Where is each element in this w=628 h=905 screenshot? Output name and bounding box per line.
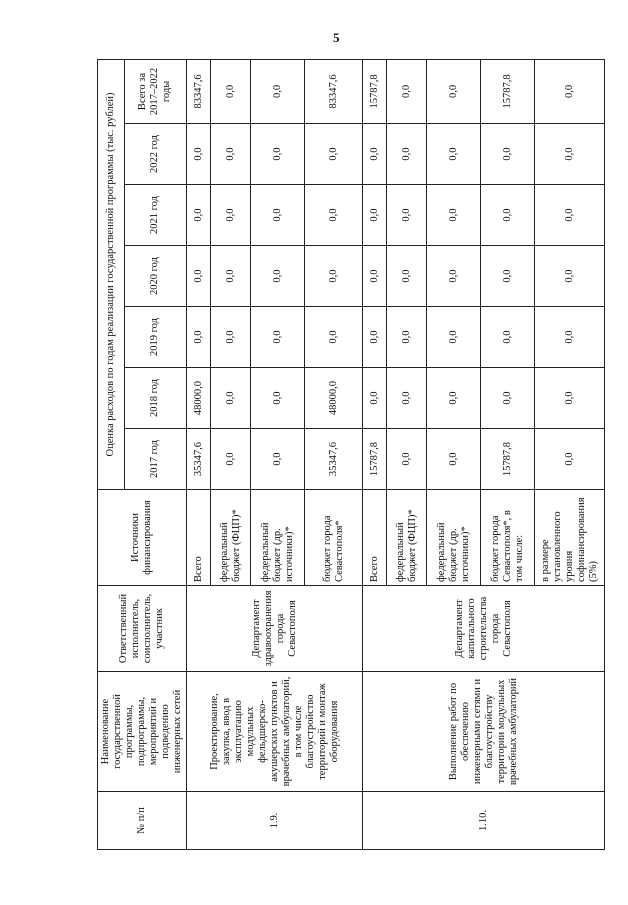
activity-name: Проектирование, закупка, ввод в эксплуатацию модульных фельдшерско-акушерских пунктов и врачебных амбулаторий, в том числе благоустройство территорий и монтаж оборудования [187,672,363,792]
funding-source: бюджет города Севастополя* [305,490,363,586]
total-value: 0,0 [535,59,605,123]
header-year: 2020 год [124,246,186,307]
year-value: 0,0 [187,185,211,246]
year-value: 0,0 [387,368,427,429]
year-value: 0,0 [535,185,605,246]
total-value: 0,0 [211,59,251,123]
year-value: 0,0 [387,246,427,307]
year-value: 0,0 [481,307,535,368]
row-number: 1.9. [187,792,363,850]
executor: Департамент здравоохранения города Севастополя [187,586,363,672]
budget-table [97,59,605,850]
year-value: 35347,6 [305,429,363,490]
year-value: 0,0 [535,429,605,490]
year-value: 0,0 [481,368,535,429]
total-value: 0,0 [251,59,305,123]
year-value: 0,0 [535,246,605,307]
header-year: 2018 год [124,368,186,429]
total-value: 83347,6 [305,59,363,123]
year-value: 0,0 [387,185,427,246]
year-value: 48000,0 [187,368,211,429]
year-value: 0,0 [211,124,251,185]
funding-source: федеральный бюджет (ФЦП)* [211,490,251,586]
year-value: 0,0 [251,429,305,490]
year-value: 0,0 [387,429,427,490]
header-year: 2021 год [124,185,186,246]
total-value: 0,0 [427,59,481,123]
year-value: 0,0 [363,185,387,246]
year-value: 0,0 [363,368,387,429]
funding-source: Всего [187,490,211,586]
funding-source: федеральный бюджет (др. источники)* [427,490,481,586]
header-executor: Ответственный исполнитель, соисполнитель, участник [98,586,187,672]
year-value: 0,0 [427,307,481,368]
year-value: 0,0 [481,246,535,307]
year-value: 0,0 [387,124,427,185]
header-year: 2022 год [124,124,186,185]
total-value: 0,0 [387,59,427,123]
table-body [187,59,605,849]
header-name: Наименование государственной программы, подпрограммы, мероприятий и подведению инженерных сетей [98,672,187,792]
year-value: 0,0 [427,368,481,429]
year-value: 15787,8 [481,429,535,490]
year-value: 0,0 [535,307,605,368]
funding-source: бюджет города Севастополя*, в том числе: [481,490,535,586]
year-value: 0,0 [427,246,481,307]
year-value: 0,0 [481,124,535,185]
year-value: 0,0 [187,246,211,307]
header-num: № п/п [98,792,187,850]
year-value: 0,0 [211,185,251,246]
funding-source: Всего [363,490,387,586]
total-value: 83347,6 [187,59,211,123]
year-value: 0,0 [305,307,363,368]
year-value: 0,0 [363,124,387,185]
year-value: 0,0 [535,368,605,429]
year-value: 0,0 [251,246,305,307]
executor: Департамент капитального строительства города Севастополя [363,586,605,672]
header-source: Источники финансирования [98,490,187,586]
year-value: 0,0 [363,246,387,307]
header-estimate: Оценка расходов по годам реализации государственной программы (тыс. рублей) [98,59,125,489]
header-year: 2019 год [124,307,186,368]
year-value: 0,0 [305,185,363,246]
activity-name: Выполнение работ по обеспечению инженерными сетями и благоустройству территории модульных врачебных амбулаторий [363,672,605,792]
table-row [187,59,211,849]
year-value: 0,0 [305,246,363,307]
year-value: 0,0 [481,185,535,246]
total-value: 15787,8 [363,59,387,123]
header-total: Всего за 2017–2022 годы [124,59,186,123]
year-value: 0,0 [305,124,363,185]
header-year: 2017 год [124,429,186,490]
year-value: 0,0 [211,429,251,490]
year-value: 0,0 [211,246,251,307]
year-value: 0,0 [211,368,251,429]
funding-source: федеральный бюджет (ФЦП)* [387,490,427,586]
year-value: 15787,8 [363,429,387,490]
year-value: 0,0 [387,307,427,368]
funding-source: федеральный бюджет (др. источники)* [251,490,305,586]
rotated-table-region [97,60,599,850]
funding-source: в размере установленного уровня софинансирования (5%) [535,490,605,586]
total-value: 15787,8 [481,59,535,123]
year-value: 35347,6 [187,429,211,490]
year-value: 0,0 [535,124,605,185]
year-value: 0,0 [427,185,481,246]
table-row [363,59,387,849]
year-value: 0,0 [211,307,251,368]
year-value: 0,0 [251,368,305,429]
year-value: 48000,0 [305,368,363,429]
page-number: 5 [333,30,340,45]
year-value: 0,0 [251,124,305,185]
year-value: 0,0 [251,307,305,368]
year-value: 0,0 [427,429,481,490]
year-value: 0,0 [187,124,211,185]
year-value: 0,0 [427,124,481,185]
row-number: 1.10. [363,792,605,850]
year-value: 0,0 [187,307,211,368]
year-value: 0,0 [363,307,387,368]
year-value: 0,0 [251,185,305,246]
